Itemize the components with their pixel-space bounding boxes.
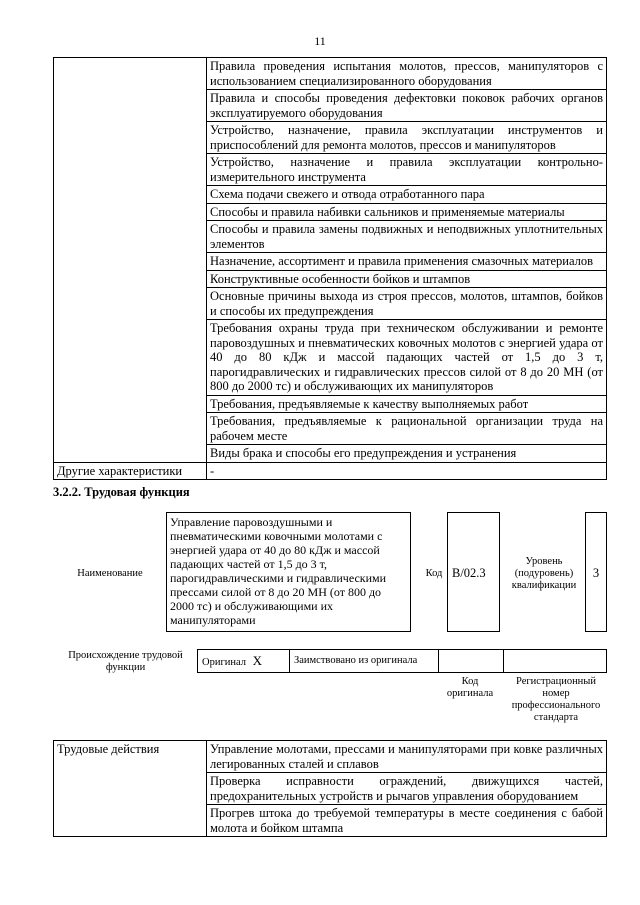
knowledge-item: Требования охраны труда при техническом обслуживании и ремонте паровоздушных и пневматических ковочных молотов с энергией удара от 40 до 80 кДж и массой падающих частей от 1,5 до 3 т, парогидравлических и гидравлических прессов силой от 8 до 20 МН (от 800 до 2000 тс) и обслуживающих их манипуляторов bbox=[207, 320, 607, 396]
origin-reg-cell bbox=[503, 649, 607, 673]
action-item: Прогрев штока до требуемой температуры в месте соединения с бабой молота и бойком штампа bbox=[207, 805, 607, 837]
reg-caption: Регистрационный номер профессионального стандарта bbox=[511, 676, 601, 723]
function-name-box: Управление паровоздушными и пневматическими ковочными молотами с энергией удара от 40 до 80 кДж и массой падающих частей от 1,5 до 3 т, парогидравлическими и гидравлическими прессами силой от 8 до 20 МН (от 800 до 2000 тс) и обслуживающими их манипуляторами bbox=[166, 512, 411, 632]
knowledge-item: Правила проведения испытания молотов, прессов, манипуляторов с использованием специализированного оборудования bbox=[207, 58, 607, 90]
actions-table bbox=[53, 740, 607, 837]
borrowed-cell: Заимствовано из оригинала bbox=[289, 649, 439, 673]
knowledge-item: Правила и способы проведения дефектовки поковок рабочих органов эксплуатируемого оборудования bbox=[207, 90, 607, 122]
original-cell bbox=[197, 649, 290, 673]
action-item: Управление молотами, прессами и манипуляторами при ковке различных легированных сталей и сплавов bbox=[207, 741, 607, 773]
original-mark: X bbox=[252, 653, 263, 668]
knowledge-table bbox=[53, 57, 607, 480]
knowledge-item: Способы и правила набивки сальников и применяемые материалы bbox=[207, 203, 607, 221]
knowledge-item: Основные причины выхода из строя прессов, молотов, штампов, бойков и способы их предупреждения bbox=[207, 288, 607, 320]
knowledge-item: Устройство, назначение и правила эксплуатации контрольно-измерительного инструмента bbox=[207, 154, 607, 186]
actions-label: Трудовые действия bbox=[54, 741, 207, 837]
table-row bbox=[54, 462, 607, 480]
original-label: Оригинал bbox=[202, 657, 246, 668]
knowledge-item: Конструктивные особенности бойков и штампов bbox=[207, 270, 607, 288]
knowledge-item: Способы и правила замены подвижных и неподвижных уплотнительных элементов bbox=[207, 221, 607, 253]
level-label: Уровень (подуровень) квалификации bbox=[511, 556, 577, 591]
knowledge-item: Устройство, назначение, правила эксплуатации инструментов и приспособлений для ремонта молотов, прессов и манипуляторов bbox=[207, 122, 607, 154]
knowledge-item: Виды брака и способы его предупреждения и устранения bbox=[207, 445, 607, 463]
knowledge-item: Требования, предъявляемые к рациональной организации труда на рабочем месте bbox=[207, 413, 607, 445]
knowledge-item: Схема подачи свежего и отвода отработанного пара bbox=[207, 186, 607, 204]
section-title: 3.2.2. Трудовая функция bbox=[53, 485, 190, 499]
origin-label: Происхождение трудовой функции bbox=[68, 650, 183, 673]
row-label-cell bbox=[54, 58, 207, 463]
name-label: Наименование bbox=[77, 568, 143, 579]
table-row bbox=[54, 741, 607, 773]
other-characteristics-value: - bbox=[207, 462, 607, 480]
table-row bbox=[54, 58, 607, 90]
origin-code-cell bbox=[438, 649, 504, 673]
action-item: Проверка исправности ограждений, движущихся частей, предохранительных устройств и рычагов управления оборудованием bbox=[207, 773, 607, 805]
level-value-box: 3 bbox=[585, 512, 607, 632]
function-code-box: B/02.3 bbox=[447, 512, 500, 632]
page-number: 11 bbox=[314, 34, 326, 48]
code-label: Код bbox=[425, 568, 443, 579]
knowledge-item: Требования, предъявляемые к качеству выполняемых работ bbox=[207, 395, 607, 413]
knowledge-item: Назначение, ассортимент и правила применения смазочных материалов bbox=[207, 253, 607, 271]
code-caption: Код оригинала bbox=[446, 676, 494, 699]
other-characteristics-label: Другие характеристики bbox=[54, 462, 207, 480]
